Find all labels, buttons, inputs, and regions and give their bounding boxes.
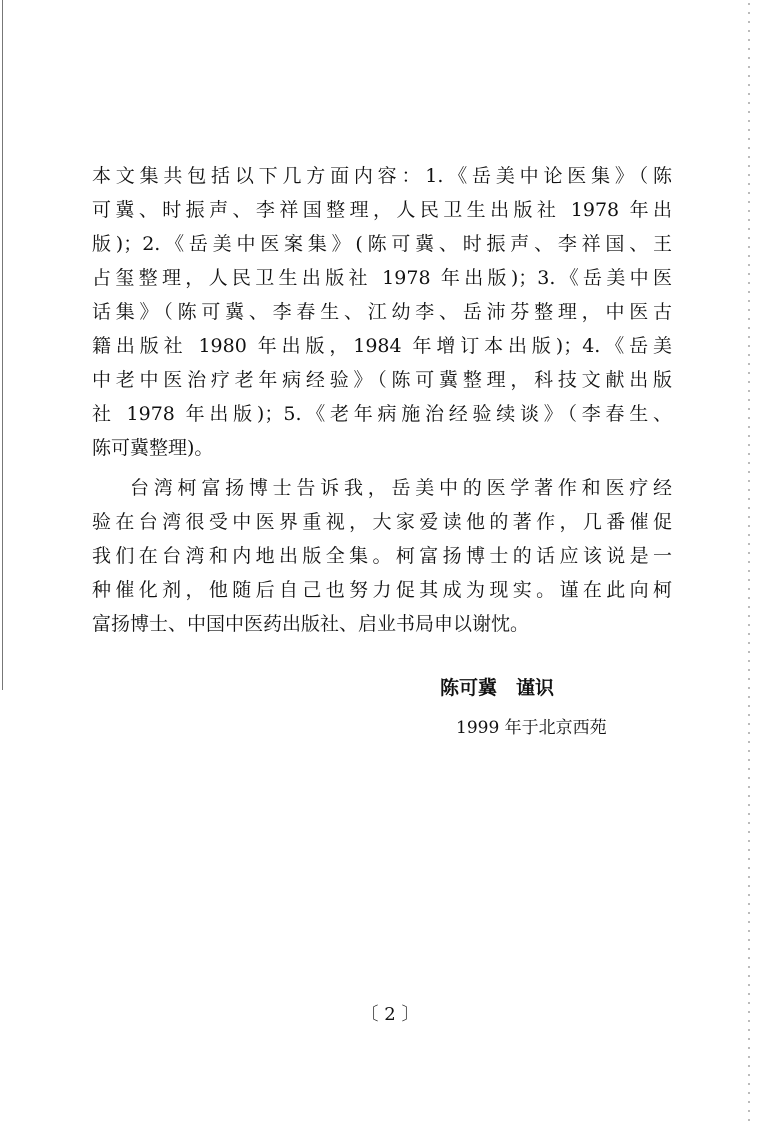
scan-edge-noise	[748, 0, 750, 1122]
page-number: 〔 2 〕	[360, 1004, 420, 1025]
text-line: 我们在台湾和内地出版全集。柯富扬博士的话应该说是一	[92, 545, 672, 567]
signature-date: 1999 年于北京西苑	[456, 718, 607, 738]
text-line: 种催化剂，他随后自己也努力促其成为现实。谨在此向柯	[92, 579, 672, 601]
page-edge-rule	[2, 0, 3, 690]
text-line: 验在台湾很受中医界重视，大家爱读他的著作，几番催促	[92, 511, 672, 533]
text-line: 中老中医治疗老年病经验》（陈可冀整理，科技文献出版	[92, 369, 672, 391]
text-line: 富扬博士、中国中医药出版社、启业书局申以谢忱。	[92, 613, 530, 635]
text-line: 台湾柯富扬博士告诉我，岳美中的医学著作和医疗经	[130, 477, 672, 499]
text-line: 占玺整理，人民卫生出版社 1978 年出版)；3.《岳美中医	[92, 267, 672, 289]
text-line: 可冀、时振声、李祥国整理，人民卫生出版社 1978 年出	[92, 199, 672, 221]
text-line: 版)；2.《岳美中医案集》(陈可冀、时振声、李祥国、王	[92, 233, 672, 255]
signature-name: 陈可冀 谨识	[440, 677, 555, 699]
text-line: 本文集共包括以下几方面内容：1.《岳美中论医集》（陈	[92, 165, 672, 187]
text-line: 陈可冀整理)。	[92, 437, 214, 459]
text-line: 话集》（陈可冀、李春生、江幼李、岳沛芬整理，中医古	[92, 301, 672, 323]
text-line: 籍出版社 1980 年出版，1984 年增订本出版)；4.《岳美	[92, 335, 672, 357]
text-line: 社 1978 年出版)；5.《老年病施治经验续谈》（李春生、	[92, 403, 672, 425]
